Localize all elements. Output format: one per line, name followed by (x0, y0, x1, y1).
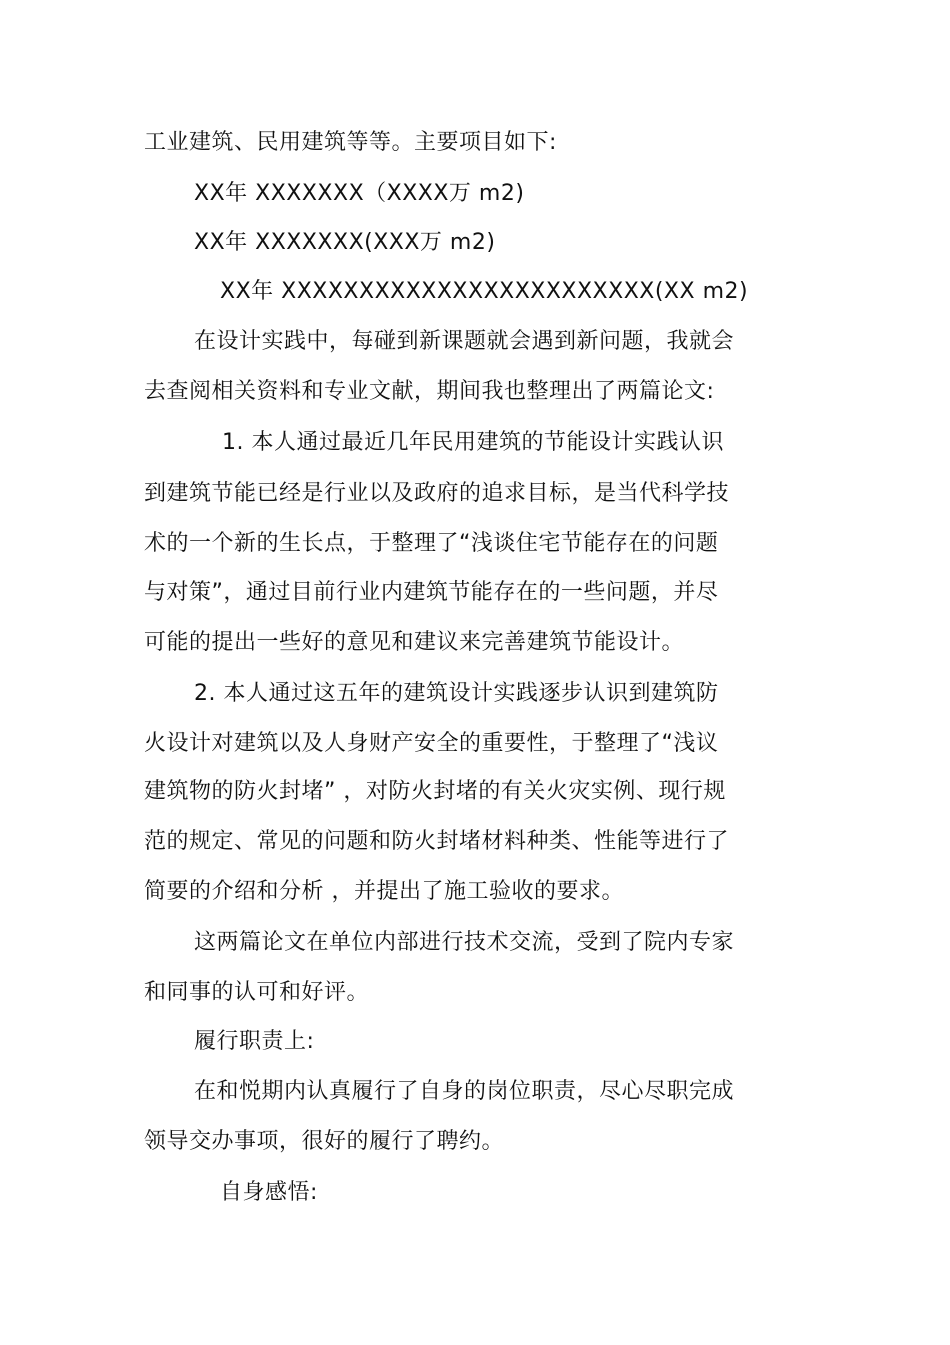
paragraph-line: 简要的介绍和分析 ，并提出了施工验收的要求。 (144, 879, 624, 904)
paragraph-line: 术的一个新的生长点，于整理了“浅谈住宅节能存在的问题 (144, 531, 719, 556)
paragraph-line: 可能的提出一些好的意见和建议来完善建筑节能设计。 (144, 630, 685, 655)
paragraph-line: 去查阅相关资料和专业文献，期间我也整理出了两篇论文: (144, 379, 715, 404)
section-heading: 履行职责上: (194, 1029, 315, 1054)
paragraph-line: 1. 本人通过最近几年民用建筑的节能设计实践认识 (222, 430, 724, 455)
paragraph-line: 这两篇论文在单位内部进行技术交流，受到了院内专家 (194, 930, 735, 955)
paragraph-line: 范的规定、常见的问题和防火封堵材料种类、性能等进行了 (144, 829, 730, 854)
paragraph-line: 和同事的认可和好评。 (144, 980, 370, 1005)
project-line: XX年 XXXXXXX（XXXX万 m2) (194, 181, 525, 206)
paragraph-line: 建筑物的防火封堵” ，对防火封堵的有关火灾实例、现行规 (144, 779, 726, 804)
paragraph-line: 与对策”，通过目前行业内建筑节能存在的一些问题，并尽 (144, 580, 719, 605)
paragraph-line: 2. 本人通过这五年的建筑设计实践逐步认识到建筑防 (194, 681, 719, 706)
paragraph-line: 到建筑节能已经是行业以及政府的追求目标，是当代科学技 (144, 481, 730, 506)
paragraph-line: 在和悦期内认真履行了自身的岗位职责，尽心尽职完成 (194, 1079, 735, 1104)
project-line: XX年 XXXXXXXXXXXXXXXXXXXXXXXX(XX m2) (220, 279, 749, 304)
paragraph-line: 火设计对建筑以及人身财产安全的重要性，于整理了“浅议 (144, 731, 719, 756)
section-heading: 自身感悟: (220, 1180, 318, 1205)
text-line: 工业建筑、民用建筑等等。主要项目如下: (144, 130, 557, 155)
paragraph-line: 领导交办事项，很好的履行了聘约。 (144, 1129, 505, 1154)
paragraph-line: 在设计实践中，每碰到新课题就会遇到新问题，我就会 (194, 329, 735, 354)
project-line: XX年 XXXXXXX(XXX万 m2) (194, 230, 496, 255)
